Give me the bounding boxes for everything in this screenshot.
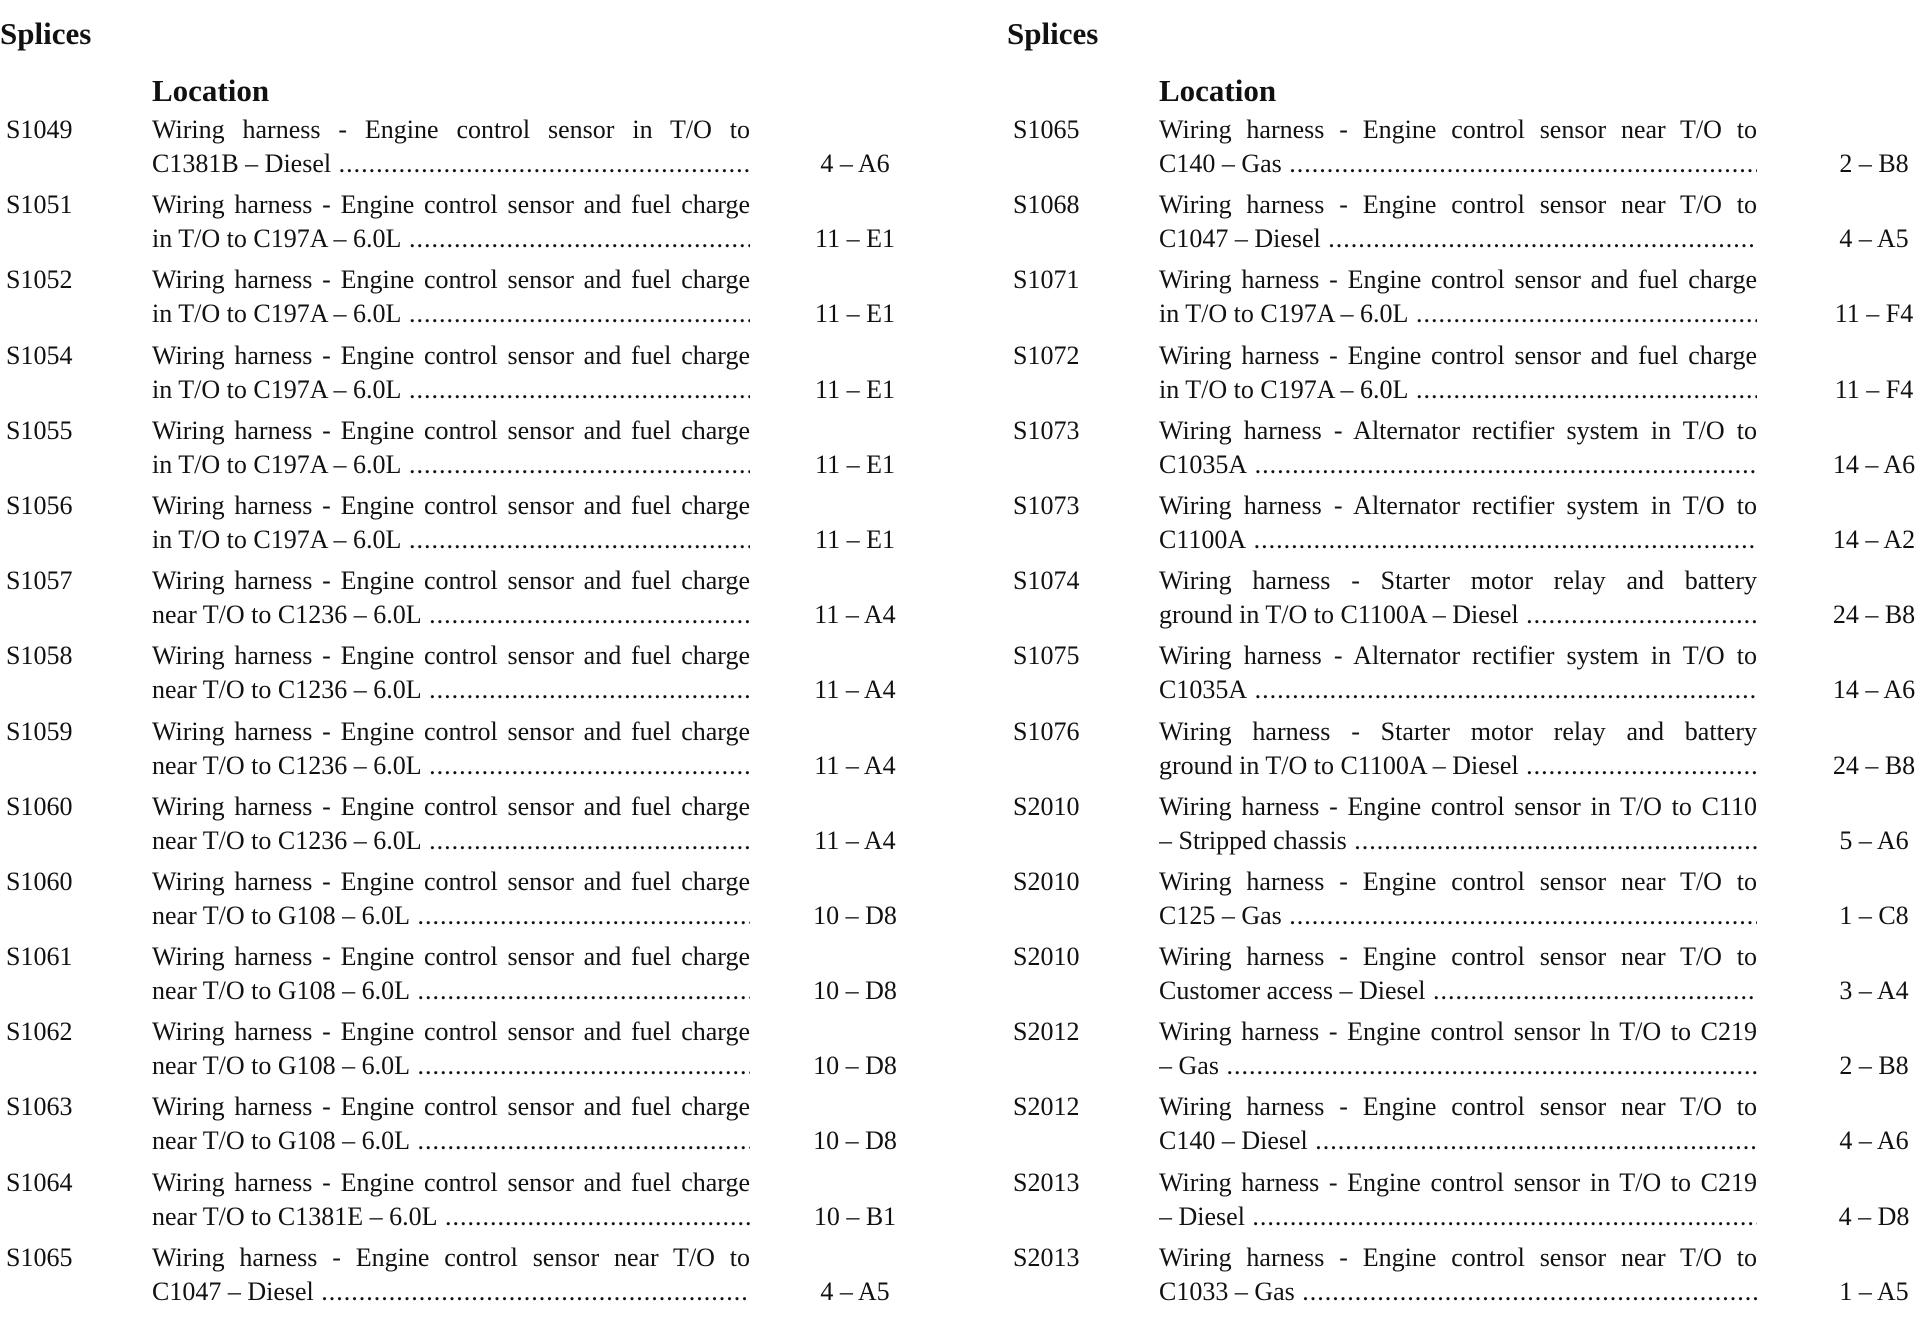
grid-reference: 24 – B8 xyxy=(1832,750,1916,780)
location-description xyxy=(152,188,750,256)
description-line: Wiring harness - Engine control sensor near T/O to xyxy=(152,1242,750,1272)
location-description xyxy=(1159,1015,1757,1083)
list-item xyxy=(0,561,966,636)
grid-reference: 10 – D8 xyxy=(813,900,897,930)
grid-reference: 10 – D8 xyxy=(813,1051,897,1081)
splice-id: S1054 xyxy=(6,340,73,370)
list-item xyxy=(0,260,966,335)
splice-id: S1063 xyxy=(6,1092,73,1122)
splice-id: S1073 xyxy=(1013,490,1080,520)
grid-reference: 11 – A4 xyxy=(814,600,896,630)
list-item xyxy=(1007,1087,1932,1162)
description-line-leader: C1033 – Gas ..... xyxy=(1159,1275,1757,1309)
location-heading: Location xyxy=(152,73,270,108)
list-item xyxy=(1007,411,1932,486)
grid-reference: 3 – A4 xyxy=(1839,976,1909,1006)
splice-id: S1051 xyxy=(6,190,73,220)
splices-heading: Splices xyxy=(0,16,92,51)
description-line: Wiring harness - Starter motor relay and battery xyxy=(1159,716,1757,746)
list-item xyxy=(1007,712,1932,787)
description-line: Wiring harness - Engine control sensor near T/O to xyxy=(1159,190,1757,220)
grid-reference: 4 – A6 xyxy=(1839,1126,1909,1156)
location-description xyxy=(1159,715,1757,783)
grid-reference: 5 – A6 xyxy=(1839,825,1909,855)
list-item xyxy=(1007,336,1932,411)
description-line-leader: – Gas ..... xyxy=(1159,1049,1757,1083)
list-item xyxy=(1007,636,1932,711)
description-line: Wiring harness - Alternator rectifier system in T/O to xyxy=(1159,415,1757,445)
list-item xyxy=(1007,1238,1932,1313)
location-description xyxy=(1159,1090,1757,1158)
list-item xyxy=(1007,185,1932,260)
list-item xyxy=(0,486,966,561)
splice-list xyxy=(1007,110,1932,1313)
list-item xyxy=(1007,787,1932,862)
description-line-leader: C1047 – Diesel ..... xyxy=(152,1275,750,1309)
location-description xyxy=(152,1090,750,1158)
description-line: Wiring harness - Starter motor relay and battery xyxy=(1159,566,1757,596)
description-line-leader: in T/O to C197A – 6.0L ..... xyxy=(1159,297,1757,331)
location-description xyxy=(1159,1166,1757,1234)
splice-id: S2013 xyxy=(1013,1167,1080,1197)
splice-id: S1076 xyxy=(1013,716,1080,746)
description-line-leader: C125 – Gas ..... xyxy=(1159,899,1757,933)
description-line-leader: C1035A ..... xyxy=(1159,448,1757,482)
location-description xyxy=(1159,113,1757,181)
grid-reference: 10 – D8 xyxy=(813,976,897,1006)
splice-id: S1059 xyxy=(6,716,73,746)
list-item xyxy=(1007,937,1932,1012)
list-item xyxy=(0,712,966,787)
splice-id: S1060 xyxy=(6,791,73,821)
description-line: Wiring harness - Engine control sensor in T/O to C110 xyxy=(1159,791,1757,821)
location-description xyxy=(152,564,750,632)
description-line-leader: ground in T/O to C1100A – Diesel ..... xyxy=(1159,749,1757,783)
description-line-leader: near T/O to G108 – 6.0L ..... xyxy=(152,974,750,1008)
description-line-leader: in T/O to C197A – 6.0L ..... xyxy=(152,222,750,256)
list-item xyxy=(0,1238,966,1313)
location-description xyxy=(152,414,750,482)
description-line-leader: near T/O to C1236 – 6.0L ..... xyxy=(152,673,750,707)
list-item xyxy=(0,1163,966,1238)
list-item xyxy=(0,336,966,411)
splice-id: S1073 xyxy=(1013,415,1080,445)
splice-id: S1052 xyxy=(6,265,73,295)
list-item xyxy=(1007,260,1932,335)
splice-id: S1056 xyxy=(6,490,73,520)
description-line: Wiring harness - Engine control sensor ln T/O to C219 xyxy=(1159,1017,1757,1047)
description-line: Wiring harness - Engine control sensor and fuel charge xyxy=(152,340,750,370)
splice-id: S1072 xyxy=(1013,340,1080,370)
location-description xyxy=(1159,489,1757,557)
description-line-leader: C1381B – Diesel ..... xyxy=(152,147,750,181)
grid-reference: 11 – E1 xyxy=(815,299,895,329)
location-description xyxy=(152,639,750,707)
list-item xyxy=(0,411,966,486)
grid-reference: 11 – F4 xyxy=(1834,299,1914,329)
splice-id: S2012 xyxy=(1013,1092,1080,1122)
list-item xyxy=(1007,561,1932,636)
grid-reference: 14 – A2 xyxy=(1832,524,1916,554)
list-item xyxy=(0,862,966,937)
list-item xyxy=(1007,486,1932,561)
splice-id: S1064 xyxy=(6,1167,73,1197)
location-description xyxy=(152,1166,750,1234)
grid-reference: 10 – B1 xyxy=(813,1201,897,1231)
description-line: Wiring harness - Engine control sensor and fuel charge xyxy=(1159,265,1757,295)
splice-id: S1074 xyxy=(1013,566,1080,596)
description-line: Wiring harness - Engine control sensor and fuel charge xyxy=(1159,340,1757,370)
grid-reference: 4 – A5 xyxy=(820,1276,890,1306)
grid-reference: 11 – E1 xyxy=(815,449,895,479)
grid-reference: 11 – E1 xyxy=(815,224,895,254)
location-description xyxy=(1159,940,1757,1008)
description-line: Wiring harness - Engine control sensor near T/O to xyxy=(1159,866,1757,896)
description-line-leader: in T/O to C197A – 6.0L ..... xyxy=(152,373,750,407)
list-item xyxy=(0,185,966,260)
description-line: Wiring harness - Engine control sensor and fuel charge xyxy=(152,1017,750,1047)
location-description xyxy=(1159,339,1757,407)
grid-reference: 4 – A5 xyxy=(1839,224,1909,254)
description-line: Wiring harness - Engine control sensor near T/O to xyxy=(1159,1242,1757,1272)
splice-id: S1068 xyxy=(1013,190,1080,220)
grid-reference: 1 – A5 xyxy=(1839,1276,1909,1306)
splice-id: S1061 xyxy=(6,942,73,972)
splice-id: S1055 xyxy=(6,415,73,445)
location-description xyxy=(152,790,750,858)
description-line-leader: near T/O to C1381E – 6.0L ..... xyxy=(152,1200,750,1234)
list-item xyxy=(1007,1163,1932,1238)
splice-id: S2013 xyxy=(1013,1242,1080,1272)
grid-reference: 11 – A4 xyxy=(814,675,896,705)
list-item xyxy=(0,1087,966,1162)
grid-reference: 10 – D8 xyxy=(813,1126,897,1156)
description-line-leader: ground in T/O to C1100A – Diesel ..... xyxy=(1159,598,1757,632)
description-line: Wiring harness - Engine control sensor and fuel charge xyxy=(152,265,750,295)
description-line-leader: in T/O to C197A – 6.0L ..... xyxy=(152,523,750,557)
splice-id: S2010 xyxy=(1013,866,1080,896)
grid-reference: 11 – E1 xyxy=(815,374,895,404)
description-line: Wiring harness - Engine control sensor and fuel charge xyxy=(152,566,750,596)
description-line: Wiring harness - Engine control sensor and fuel charge xyxy=(152,866,750,896)
location-description xyxy=(152,113,750,181)
description-line-leader: – Diesel ..... xyxy=(1159,1200,1757,1234)
description-line-leader: – Stripped chassis ..... xyxy=(1159,824,1757,858)
description-line-leader: in T/O to C197A – 6.0L ..... xyxy=(152,448,750,482)
description-line-leader: near T/O to G108 – 6.0L ..... xyxy=(152,1124,750,1158)
list-item xyxy=(1007,1012,1932,1087)
description-line: Wiring harness - Engine control sensor near T/O to xyxy=(1159,115,1757,144)
description-line-leader: near T/O to G108 – 6.0L ..... xyxy=(152,1049,750,1083)
right-column xyxy=(1007,0,1932,1328)
list-item xyxy=(0,636,966,711)
splice-id: S1058 xyxy=(6,641,73,671)
description-line: Wiring harness - Engine control sensor and fuel charge xyxy=(152,1092,750,1122)
splice-id: S2012 xyxy=(1013,1017,1080,1047)
location-description xyxy=(152,715,750,783)
description-line: Wiring harness - Alternator rectifier system in T/O to xyxy=(1159,641,1757,671)
description-line-leader: C140 – Diesel ..... xyxy=(1159,1124,1757,1158)
list-item xyxy=(0,110,966,185)
location-description xyxy=(152,263,750,331)
grid-reference: 11 – E1 xyxy=(815,524,895,554)
list-item xyxy=(1007,110,1932,185)
description-line-leader: near T/O to C1236 – 6.0L ..... xyxy=(152,598,750,632)
location-description xyxy=(1159,865,1757,933)
location-description xyxy=(1159,1241,1757,1309)
description-line: Wiring harness - Engine control sensor and fuel charge xyxy=(152,942,750,972)
list-item xyxy=(0,937,966,1012)
description-line-leader: C140 – Gas ..... xyxy=(1159,147,1757,181)
location-description xyxy=(152,1241,750,1309)
grid-reference: 2 – B8 xyxy=(1839,1051,1909,1081)
location-description xyxy=(152,339,750,407)
location-description xyxy=(152,865,750,933)
splice-list xyxy=(0,110,966,1313)
description-line: Wiring harness - Engine control sensor and fuel charge xyxy=(152,791,750,821)
grid-reference: 11 – A4 xyxy=(814,750,896,780)
grid-reference: 24 – B8 xyxy=(1832,600,1916,630)
splice-id: S2010 xyxy=(1013,791,1080,821)
description-line-leader: near T/O to C1236 – 6.0L ..... xyxy=(152,824,750,858)
splice-id: S1075 xyxy=(1013,641,1080,671)
splice-id: S1065 xyxy=(1013,115,1080,144)
description-line: Wiring harness - Engine control sensor and fuel charge xyxy=(152,1167,750,1197)
description-line: Wiring harness - Engine control sensor near T/O to xyxy=(1159,942,1757,972)
splice-id: S1062 xyxy=(6,1017,73,1047)
description-line-leader: in T/O to C197A – 6.0L ..... xyxy=(152,297,750,331)
grid-reference: 11 – F4 xyxy=(1834,374,1914,404)
grid-reference: 11 – A4 xyxy=(814,825,896,855)
description-line: Wiring harness - Engine control sensor in T/O to xyxy=(152,115,750,144)
splice-id: S2010 xyxy=(1013,942,1080,972)
description-line: Wiring harness - Engine control sensor and fuel charge xyxy=(152,490,750,520)
grid-reference: 14 – A6 xyxy=(1832,675,1916,705)
location-heading: Location xyxy=(1159,73,1277,108)
location-description xyxy=(1159,414,1757,482)
description-line-leader: C1035A ..... xyxy=(1159,673,1757,707)
description-line-leader: C1047 – Diesel ..... xyxy=(1159,222,1757,256)
grid-reference: 4 – A6 xyxy=(820,149,890,178)
description-line-leader: near T/O to C1236 – 6.0L ..... xyxy=(152,749,750,783)
location-description xyxy=(152,1015,750,1083)
splices-heading: Splices xyxy=(1007,16,1099,51)
location-description xyxy=(1159,188,1757,256)
splice-id: S1071 xyxy=(1013,265,1080,295)
splice-id: S1049 xyxy=(6,115,73,144)
description-line-leader: near T/O to G108 – 6.0L ..... xyxy=(152,899,750,933)
description-line-leader: Customer access – Diesel ..... xyxy=(1159,974,1757,1008)
list-item xyxy=(0,787,966,862)
description-line: Wiring harness - Engine control sensor near T/O to xyxy=(1159,1092,1757,1122)
splice-id: S1060 xyxy=(6,866,73,896)
splice-id: S1057 xyxy=(6,566,73,596)
location-description xyxy=(1159,263,1757,331)
list-item xyxy=(0,1012,966,1087)
location-description xyxy=(152,489,750,557)
description-line: Wiring harness - Engine control sensor and fuel charge xyxy=(152,415,750,445)
splice-id: S1065 xyxy=(6,1242,73,1272)
grid-reference: 14 – A6 xyxy=(1832,449,1916,479)
grid-reference: 1 – C8 xyxy=(1839,900,1909,930)
description-line: Wiring harness - Engine control sensor in T/O to C219 xyxy=(1159,1167,1757,1197)
description-line: Wiring harness - Engine control sensor and fuel charge xyxy=(152,716,750,746)
description-line-leader: in T/O to C197A – 6.0L ..... xyxy=(1159,373,1757,407)
list-item xyxy=(1007,862,1932,937)
description-line: Wiring harness - Engine control sensor and fuel charge xyxy=(152,641,750,671)
grid-reference: 2 – B8 xyxy=(1839,149,1909,178)
description-line: Wiring harness - Engine control sensor and fuel charge xyxy=(152,190,750,220)
location-description xyxy=(1159,790,1757,858)
location-description xyxy=(1159,564,1757,632)
location-description xyxy=(152,940,750,1008)
grid-reference: 4 – D8 xyxy=(1838,1201,1910,1231)
description-line: Wiring harness - Alternator rectifier system in T/O to xyxy=(1159,490,1757,520)
location-description xyxy=(1159,639,1757,707)
description-line-leader: C1100A ..... xyxy=(1159,523,1757,557)
